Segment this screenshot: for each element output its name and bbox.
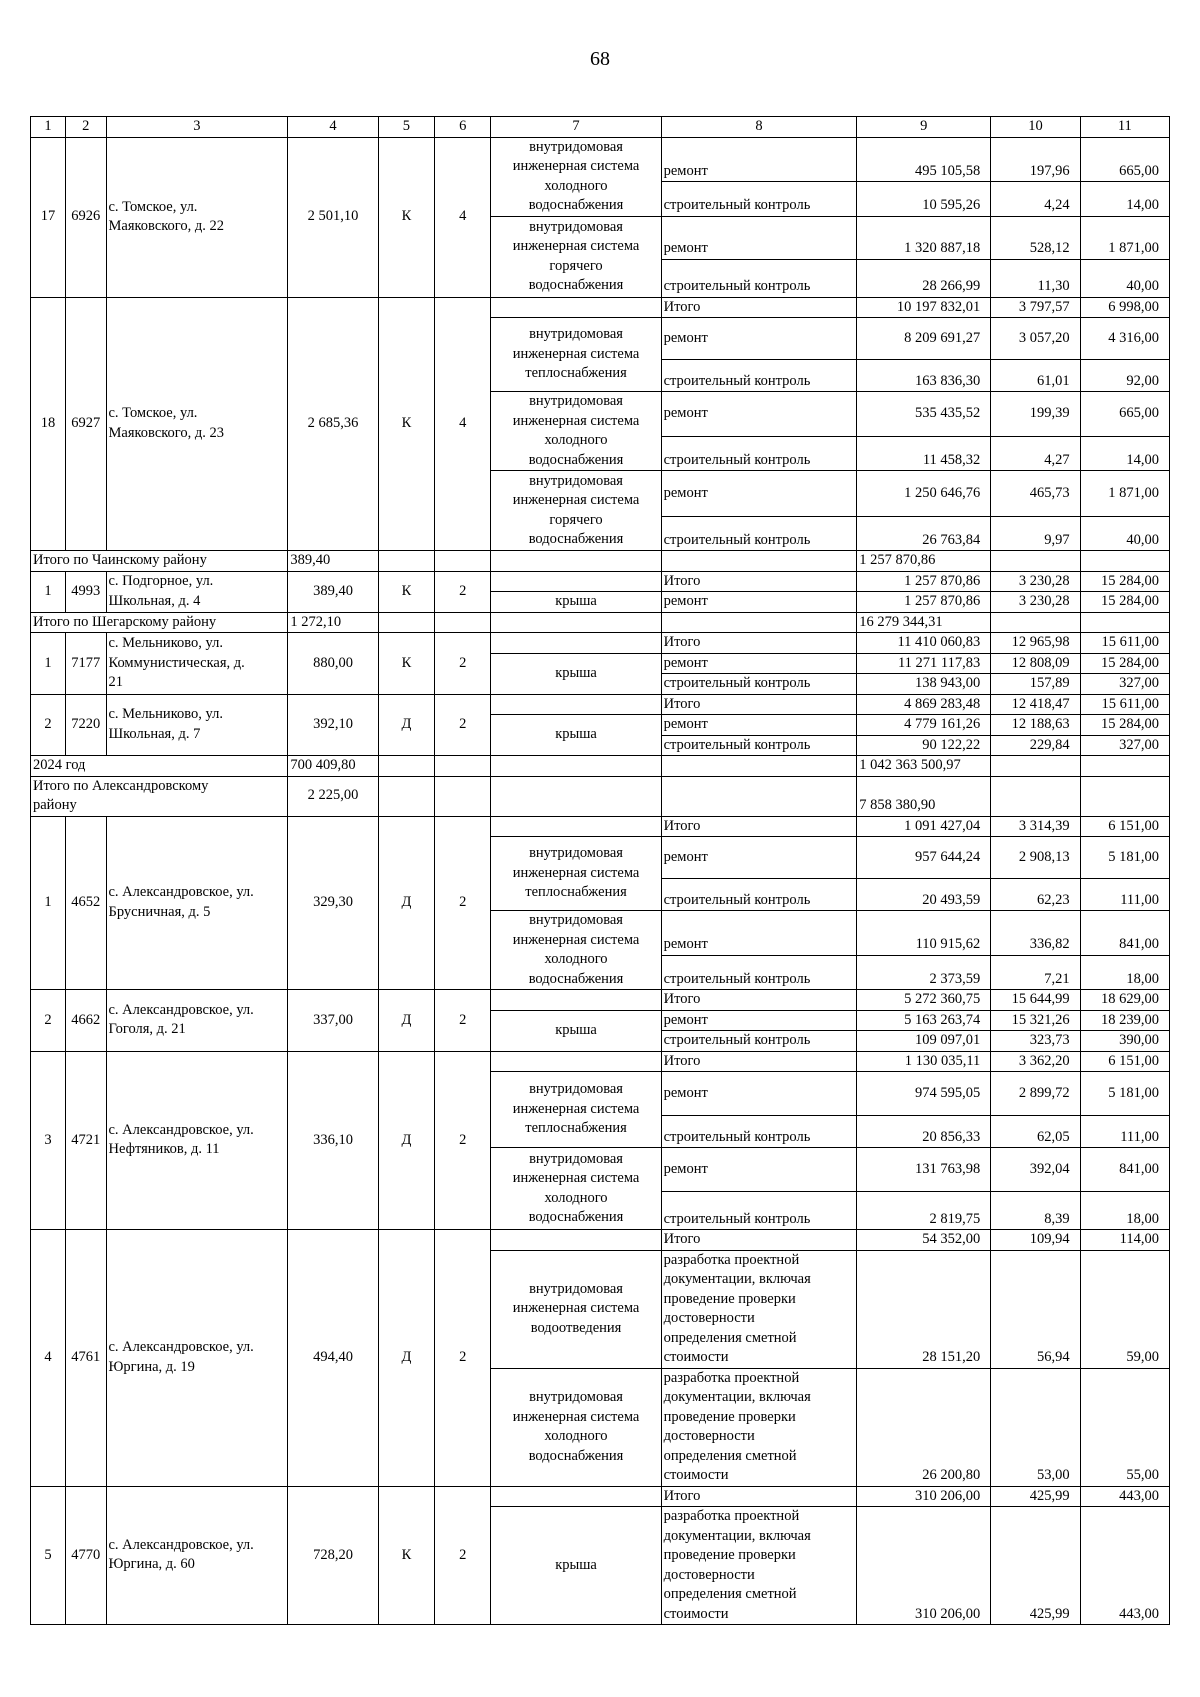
work-kind: Итого bbox=[661, 1486, 857, 1507]
area: 2 225,00 bbox=[288, 776, 378, 816]
cost: 2 819,75 bbox=[857, 1192, 991, 1230]
district-total-label: Итого по Чаинскому району bbox=[31, 551, 288, 572]
empty-cell bbox=[491, 612, 661, 633]
work-kind: строительный контроль bbox=[661, 360, 857, 392]
cost: 11 410 060,83 bbox=[857, 633, 991, 654]
empty-cell bbox=[491, 633, 661, 654]
max-cost: 59,00 bbox=[1080, 1250, 1169, 1368]
work-system: крыша bbox=[491, 1010, 661, 1051]
col-number: 8 bbox=[661, 117, 857, 138]
work-kind: ремонт bbox=[661, 392, 857, 437]
cost-per-m2: 8,39 bbox=[991, 1192, 1080, 1230]
work-system: внутридомовая инженерная система теплоснабжения bbox=[491, 1072, 661, 1148]
area: 1 272,10 bbox=[288, 612, 378, 633]
empty-cell bbox=[991, 776, 1080, 816]
max-cost: 841,00 bbox=[1080, 1148, 1169, 1192]
max-cost: 15 284,00 bbox=[1080, 571, 1169, 592]
type: К bbox=[378, 633, 434, 695]
max-cost: 327,00 bbox=[1080, 735, 1169, 756]
col-number: 6 bbox=[435, 117, 491, 138]
district-total-label: Итого по Александровскому району bbox=[31, 776, 288, 816]
cost-per-m2: 3 230,28 bbox=[991, 571, 1080, 592]
cost-per-m2: 12 965,98 bbox=[991, 633, 1080, 654]
type: К bbox=[378, 571, 434, 612]
work-kind: разработка проектной документации, включая проведение проверки достоверности определения сметной стоимости bbox=[661, 1250, 857, 1368]
max-cost: 6 151,00 bbox=[1080, 1051, 1169, 1072]
row-number: 17 bbox=[31, 137, 66, 297]
page-number: 68 bbox=[590, 48, 610, 70]
work-system: внутридомовая инженерная система теплоснабжения bbox=[491, 837, 661, 911]
col-number: 5 bbox=[378, 117, 434, 138]
max-cost: 1 871,00 bbox=[1080, 216, 1169, 259]
empty-cell bbox=[491, 756, 661, 777]
cost-per-m2: 2 908,13 bbox=[991, 837, 1080, 879]
cost: 20 856,33 bbox=[857, 1116, 991, 1148]
cost-per-m2: 15 321,26 bbox=[991, 1010, 1080, 1031]
type: Д bbox=[378, 694, 434, 756]
empty-cell bbox=[378, 756, 434, 777]
table-row bbox=[31, 816, 1170, 837]
work-kind: ремонт bbox=[661, 653, 857, 674]
max-cost: 14,00 bbox=[1080, 436, 1169, 470]
cost: 1 250 646,76 bbox=[857, 471, 991, 517]
work-kind: строительный контроль bbox=[661, 674, 857, 695]
cost-per-m2: 3 362,20 bbox=[991, 1051, 1080, 1072]
area: 389,40 bbox=[288, 571, 378, 612]
table-row bbox=[31, 1486, 1170, 1507]
cost-per-m2: 425,99 bbox=[991, 1486, 1080, 1507]
work-kind: Итого bbox=[661, 694, 857, 715]
work-kind: разработка проектной документации, включая проведение проверки достоверности определения сметной стоимости bbox=[661, 1507, 857, 1625]
empty-cell bbox=[661, 756, 857, 777]
work-kind: строительный контроль bbox=[661, 436, 857, 470]
type: К bbox=[378, 137, 434, 297]
work-kind: ремонт bbox=[661, 318, 857, 360]
house-code: 6926 bbox=[66, 137, 106, 297]
work-kind: строительный контроль bbox=[661, 735, 857, 756]
address: с. Александровское, ул. Гоголя, д. 21 bbox=[106, 990, 288, 1052]
cost: 26 200,80 bbox=[857, 1368, 991, 1486]
address: с. Александровское, ул. Брусничная, д. 5 bbox=[106, 816, 288, 990]
work-kind: строительный контроль bbox=[661, 1116, 857, 1148]
area: 728,20 bbox=[288, 1486, 378, 1625]
area: 329,30 bbox=[288, 816, 378, 990]
cost: 957 644,24 bbox=[857, 837, 991, 879]
empty-cell bbox=[661, 776, 857, 816]
type: Д bbox=[378, 1230, 434, 1487]
col-number: 10 bbox=[991, 117, 1080, 138]
house-code: 4721 bbox=[66, 1051, 106, 1230]
work-kind: строительный контроль bbox=[661, 1031, 857, 1052]
floors: 4 bbox=[435, 137, 491, 297]
work-system: крыша bbox=[491, 592, 661, 613]
cost: 138 943,00 bbox=[857, 674, 991, 695]
house-code: 4993 bbox=[66, 571, 106, 612]
cost-per-m2: 425,99 bbox=[991, 1507, 1080, 1625]
work-kind: строительный контроль bbox=[661, 259, 857, 297]
cost-per-m2: 528,12 bbox=[991, 216, 1080, 259]
cost: 7 858 380,90 bbox=[857, 776, 991, 816]
floors: 2 bbox=[435, 633, 491, 695]
cost-per-m2: 3 057,20 bbox=[991, 318, 1080, 360]
cost-per-m2: 7,21 bbox=[991, 955, 1080, 989]
cost-per-m2: 2 899,72 bbox=[991, 1072, 1080, 1116]
work-kind: строительный контроль bbox=[661, 955, 857, 989]
cost: 5 163 263,74 bbox=[857, 1010, 991, 1031]
cost-per-m2: 157,89 bbox=[991, 674, 1080, 695]
cost: 90 122,22 bbox=[857, 735, 991, 756]
cost: 1 257 870,86 bbox=[857, 551, 991, 572]
cost-per-m2: 197,96 bbox=[991, 137, 1080, 182]
max-cost: 327,00 bbox=[1080, 674, 1169, 695]
work-system: внутридомовая инженерная система водоотведения bbox=[491, 1250, 661, 1368]
max-cost: 390,00 bbox=[1080, 1031, 1169, 1052]
work-system: внутридомовая инженерная система холодного водоснабжения bbox=[491, 392, 661, 471]
max-cost: 665,00 bbox=[1080, 137, 1169, 182]
max-cost: 15 611,00 bbox=[1080, 633, 1169, 654]
max-cost: 40,00 bbox=[1080, 259, 1169, 297]
district-total-row bbox=[31, 551, 1170, 572]
table-row bbox=[31, 571, 1170, 592]
max-cost: 111,00 bbox=[1080, 1116, 1169, 1148]
empty-cell bbox=[378, 776, 434, 816]
work-kind: строительный контроль bbox=[661, 1192, 857, 1230]
floors: 2 bbox=[435, 1230, 491, 1487]
empty-cell bbox=[491, 776, 661, 816]
cost-per-m2: 61,01 bbox=[991, 360, 1080, 392]
house-code: 7177 bbox=[66, 633, 106, 695]
work-kind: Итого bbox=[661, 297, 857, 318]
cost: 1 042 363 500,97 bbox=[857, 756, 991, 777]
cost: 28 266,99 bbox=[857, 259, 991, 297]
address: с. Александровское, ул. Юргина, д. 19 bbox=[106, 1230, 288, 1487]
max-cost: 15 611,00 bbox=[1080, 694, 1169, 715]
cost: 974 595,05 bbox=[857, 1072, 991, 1116]
empty-cell bbox=[491, 694, 661, 715]
empty-cell bbox=[378, 612, 434, 633]
cost-per-m2: 323,73 bbox=[991, 1031, 1080, 1052]
cost-per-m2: 465,73 bbox=[991, 471, 1080, 517]
floors: 2 bbox=[435, 990, 491, 1052]
floors: 2 bbox=[435, 1051, 491, 1230]
area: 389,40 bbox=[288, 551, 378, 572]
row-number: 1 bbox=[31, 633, 66, 695]
table-row bbox=[31, 297, 1170, 318]
cost: 310 206,00 bbox=[857, 1486, 991, 1507]
work-system: внутридомовая инженерная система холодного водоснабжения bbox=[491, 1148, 661, 1230]
work-kind: ремонт bbox=[661, 1010, 857, 1031]
max-cost: 841,00 bbox=[1080, 911, 1169, 956]
work-system: внутридомовая инженерная система холодного водоснабжения bbox=[491, 911, 661, 990]
work-kind: ремонт bbox=[661, 471, 857, 517]
cost: 5 272 360,75 bbox=[857, 990, 991, 1011]
max-cost: 6 998,00 bbox=[1080, 297, 1169, 318]
max-cost: 14,00 bbox=[1080, 182, 1169, 216]
col-number: 7 bbox=[491, 117, 661, 138]
empty-cell bbox=[491, 1230, 661, 1251]
max-cost: 4 316,00 bbox=[1080, 318, 1169, 360]
max-cost: 5 181,00 bbox=[1080, 837, 1169, 879]
cost: 131 763,98 bbox=[857, 1148, 991, 1192]
cost-per-m2: 12 808,09 bbox=[991, 653, 1080, 674]
col-number: 4 bbox=[288, 117, 378, 138]
work-kind: строительный контроль bbox=[661, 879, 857, 911]
floors: 2 bbox=[435, 571, 491, 612]
table-row bbox=[31, 1051, 1170, 1072]
area: 880,00 bbox=[288, 633, 378, 695]
address: с. Александровское, ул. Юргина, д. 60 bbox=[106, 1486, 288, 1625]
work-system: внутридомовая инженерная система теплоснабжения bbox=[491, 318, 661, 392]
empty-cell bbox=[661, 612, 857, 633]
empty-cell bbox=[491, 816, 661, 837]
col-number: 3 bbox=[106, 117, 288, 138]
max-cost: 15 284,00 bbox=[1080, 592, 1169, 613]
col-number: 11 bbox=[1080, 117, 1169, 138]
area: 392,10 bbox=[288, 694, 378, 756]
empty-cell bbox=[491, 1051, 661, 1072]
year-total-label: 2024 год bbox=[31, 756, 288, 777]
type: К bbox=[378, 297, 434, 551]
cost-per-m2: 9,97 bbox=[991, 517, 1080, 551]
column-numbers-row bbox=[31, 117, 1170, 138]
area: 494,40 bbox=[288, 1230, 378, 1487]
max-cost: 18 629,00 bbox=[1080, 990, 1169, 1011]
work-system: внутридомовая инженерная система горячего водоснабжения bbox=[491, 471, 661, 551]
work-system: крыша bbox=[491, 1507, 661, 1625]
address: с. Мельниково, ул. Коммунистическая, д. 21 bbox=[106, 633, 288, 695]
work-kind: Итого bbox=[661, 1230, 857, 1251]
row-number: 5 bbox=[31, 1486, 66, 1625]
cost-per-m2: 12 188,63 bbox=[991, 715, 1080, 736]
max-cost: 443,00 bbox=[1080, 1486, 1169, 1507]
work-kind: строительный контроль bbox=[661, 517, 857, 551]
cost-per-m2: 12 418,47 bbox=[991, 694, 1080, 715]
address: с. Мельниково, ул. Школьная, д. 7 bbox=[106, 694, 288, 756]
work-kind: строительный контроль bbox=[661, 182, 857, 216]
cost: 28 151,20 bbox=[857, 1250, 991, 1368]
floors: 4 bbox=[435, 297, 491, 551]
row-number: 4 bbox=[31, 1230, 66, 1487]
work-system: внутридомовая инженерная система холодного водоснабжения bbox=[491, 137, 661, 216]
work-kind: Итого bbox=[661, 990, 857, 1011]
house-code: 4761 bbox=[66, 1230, 106, 1487]
max-cost: 665,00 bbox=[1080, 392, 1169, 437]
max-cost: 443,00 bbox=[1080, 1507, 1169, 1625]
row-number: 3 bbox=[31, 1051, 66, 1230]
empty-cell bbox=[991, 551, 1080, 572]
max-cost: 18 239,00 bbox=[1080, 1010, 1169, 1031]
house-code: 4662 bbox=[66, 990, 106, 1052]
empty-cell bbox=[491, 990, 661, 1011]
cost-per-m2: 4,27 bbox=[991, 436, 1080, 470]
cost: 1 320 887,18 bbox=[857, 216, 991, 259]
empty-cell bbox=[991, 756, 1080, 777]
cost: 109 097,01 bbox=[857, 1031, 991, 1052]
work-system: внутридомовая инженерная система горячего водоснабжения bbox=[491, 216, 661, 297]
cost: 495 105,58 bbox=[857, 137, 991, 182]
house-code: 4652 bbox=[66, 816, 106, 990]
cost-per-m2: 3 797,57 bbox=[991, 297, 1080, 318]
cost-per-m2: 62,05 bbox=[991, 1116, 1080, 1148]
max-cost: 40,00 bbox=[1080, 517, 1169, 551]
empty-cell bbox=[491, 1486, 661, 1507]
empty-cell bbox=[1080, 776, 1169, 816]
cost: 1 091 427,04 bbox=[857, 816, 991, 837]
address: с. Томское, ул. Маяковского, д. 23 bbox=[106, 297, 288, 551]
cost: 11 271 117,83 bbox=[857, 653, 991, 674]
address: с. Подгорное, ул. Школьная, д. 4 bbox=[106, 571, 288, 612]
cost-per-m2: 3 230,28 bbox=[991, 592, 1080, 613]
district-total-label: Итого по Шегарскому району bbox=[31, 612, 288, 633]
work-kind: ремонт bbox=[661, 137, 857, 182]
max-cost: 111,00 bbox=[1080, 879, 1169, 911]
max-cost: 114,00 bbox=[1080, 1230, 1169, 1251]
col-number: 9 bbox=[857, 117, 991, 138]
capital-repair-table bbox=[30, 116, 1170, 1625]
empty-cell bbox=[491, 297, 661, 318]
empty-cell bbox=[491, 571, 661, 592]
row-number: 1 bbox=[31, 816, 66, 990]
empty-cell bbox=[491, 551, 661, 572]
row-number: 1 bbox=[31, 571, 66, 612]
area: 2 501,10 bbox=[288, 137, 378, 297]
work-kind: Итого bbox=[661, 816, 857, 837]
work-kind: ремонт bbox=[661, 715, 857, 736]
cost-per-m2: 229,84 bbox=[991, 735, 1080, 756]
floors: 2 bbox=[435, 816, 491, 990]
work-kind: ремонт bbox=[661, 592, 857, 613]
empty-cell bbox=[435, 612, 491, 633]
work-kind: Итого bbox=[661, 571, 857, 592]
table-row bbox=[31, 1230, 1170, 1251]
type: Д bbox=[378, 816, 434, 990]
cost: 4 869 283,48 bbox=[857, 694, 991, 715]
cost: 4 779 161,26 bbox=[857, 715, 991, 736]
cost-per-m2: 4,24 bbox=[991, 182, 1080, 216]
cost: 26 763,84 bbox=[857, 517, 991, 551]
cost-per-m2: 62,23 bbox=[991, 879, 1080, 911]
cost-per-m2: 15 644,99 bbox=[991, 990, 1080, 1011]
cost: 54 352,00 bbox=[857, 1230, 991, 1251]
max-cost: 92,00 bbox=[1080, 360, 1169, 392]
cost: 1 130 035,11 bbox=[857, 1051, 991, 1072]
max-cost: 55,00 bbox=[1080, 1368, 1169, 1486]
work-kind: Итого bbox=[661, 633, 857, 654]
type: Д bbox=[378, 990, 434, 1052]
cost: 1 257 870,86 bbox=[857, 592, 991, 613]
work-system: крыша bbox=[491, 653, 661, 694]
cost: 163 836,30 bbox=[857, 360, 991, 392]
cost-per-m2: 336,82 bbox=[991, 911, 1080, 956]
row-number: 2 bbox=[31, 694, 66, 756]
work-kind: ремонт bbox=[661, 911, 857, 956]
cost: 11 458,32 bbox=[857, 436, 991, 470]
type: К bbox=[378, 1486, 434, 1625]
floors: 2 bbox=[435, 1486, 491, 1625]
work-system: внутридомовая инженерная система холодного водоснабжения bbox=[491, 1368, 661, 1486]
max-cost: 18,00 bbox=[1080, 1192, 1169, 1230]
cost-per-m2: 199,39 bbox=[991, 392, 1080, 437]
floors: 2 bbox=[435, 694, 491, 756]
empty-cell bbox=[1080, 612, 1169, 633]
cost-per-m2: 56,94 bbox=[991, 1250, 1080, 1368]
empty-cell bbox=[435, 756, 491, 777]
cost: 8 209 691,27 bbox=[857, 318, 991, 360]
address: с. Томское, ул. Маяковского, д. 22 bbox=[106, 137, 288, 297]
house-code: 4770 bbox=[66, 1486, 106, 1625]
empty-cell bbox=[435, 551, 491, 572]
table-row bbox=[31, 694, 1170, 715]
cost: 2 373,59 bbox=[857, 955, 991, 989]
col-number: 2 bbox=[66, 117, 106, 138]
max-cost: 6 151,00 bbox=[1080, 816, 1169, 837]
empty-cell bbox=[1080, 551, 1169, 572]
cost: 10 595,26 bbox=[857, 182, 991, 216]
cost-per-m2: 109,94 bbox=[991, 1230, 1080, 1251]
max-cost: 15 284,00 bbox=[1080, 715, 1169, 736]
max-cost: 15 284,00 bbox=[1080, 653, 1169, 674]
cost: 10 197 832,01 bbox=[857, 297, 991, 318]
work-kind: ремонт bbox=[661, 1148, 857, 1192]
work-kind: ремонт bbox=[661, 1072, 857, 1116]
cost-per-m2: 11,30 bbox=[991, 259, 1080, 297]
area: 2 685,36 bbox=[288, 297, 378, 551]
max-cost: 1 871,00 bbox=[1080, 471, 1169, 517]
row-number: 18 bbox=[31, 297, 66, 551]
address: с. Александровское, ул. Нефтяников, д. 11 bbox=[106, 1051, 288, 1230]
max-cost: 18,00 bbox=[1080, 955, 1169, 989]
type: Д bbox=[378, 1051, 434, 1230]
table-row bbox=[31, 137, 1170, 182]
row-number: 2 bbox=[31, 990, 66, 1052]
house-code: 7220 bbox=[66, 694, 106, 756]
empty-cell bbox=[991, 612, 1080, 633]
work-system: крыша bbox=[491, 715, 661, 756]
cost-per-m2: 392,04 bbox=[991, 1148, 1080, 1192]
empty-cell bbox=[1080, 756, 1169, 777]
cost: 1 257 870,86 bbox=[857, 571, 991, 592]
col-number: 1 bbox=[31, 117, 66, 138]
max-cost: 5 181,00 bbox=[1080, 1072, 1169, 1116]
year-total-row bbox=[31, 756, 1170, 777]
cost: 20 493,59 bbox=[857, 879, 991, 911]
area: 336,10 bbox=[288, 1051, 378, 1230]
work-kind: Итого bbox=[661, 1051, 857, 1072]
cost-per-m2: 3 314,39 bbox=[991, 816, 1080, 837]
empty-cell bbox=[378, 551, 434, 572]
table-row bbox=[31, 633, 1170, 654]
empty-cell bbox=[661, 551, 857, 572]
district-total-row bbox=[31, 776, 1170, 816]
empty-cell bbox=[435, 776, 491, 816]
area: 337,00 bbox=[288, 990, 378, 1052]
cost: 110 915,62 bbox=[857, 911, 991, 956]
work-kind: ремонт bbox=[661, 216, 857, 259]
work-kind: ремонт bbox=[661, 837, 857, 879]
table-row bbox=[31, 990, 1170, 1011]
cost: 535 435,52 bbox=[857, 392, 991, 437]
cost: 310 206,00 bbox=[857, 1507, 991, 1625]
house-code: 6927 bbox=[66, 297, 106, 551]
area: 700 409,80 bbox=[288, 756, 378, 777]
district-total-row bbox=[31, 612, 1170, 633]
cost-per-m2: 53,00 bbox=[991, 1368, 1080, 1486]
cost: 16 279 344,31 bbox=[857, 612, 991, 633]
work-kind: разработка проектной документации, включая проведение проверки достоверности определения сметной стоимости bbox=[661, 1368, 857, 1486]
